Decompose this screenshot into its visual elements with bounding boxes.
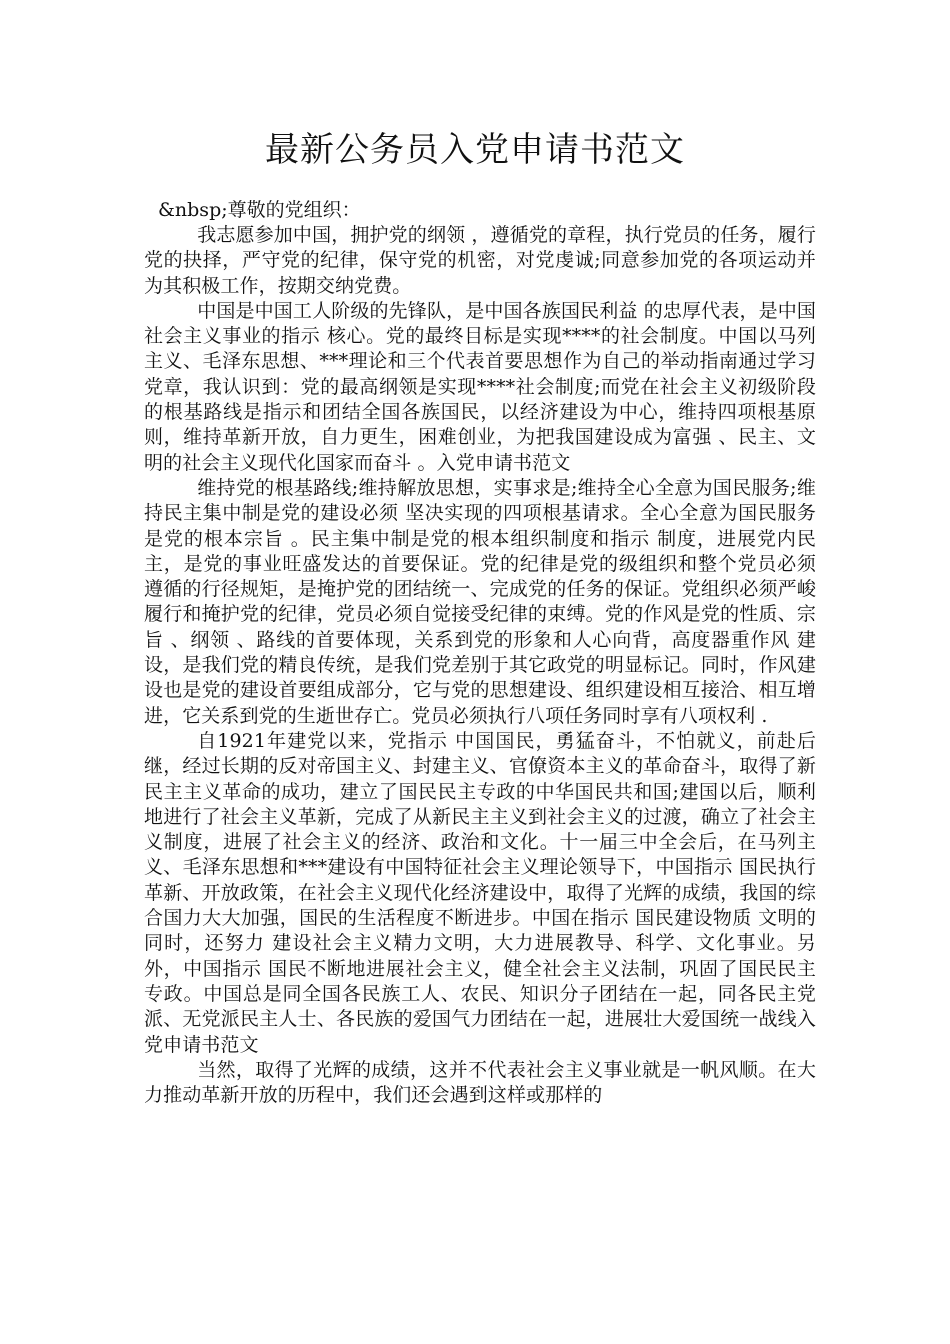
paragraph-5: 当然，取得了光辉的成绩，这并不代表社会主义事业就是一帆风顺。在大力推动革新开放的历程中，我们还会遇到这样或那样的	[144, 1058, 816, 1107]
document-body	[144, 223, 816, 1108]
paragraph-4: 自1921年建党以来，党指示 中国国民，勇猛奋斗，不怕就义，前赴后继，经过长期的反对帝国主义、封建主义、官僚资本主义的革命奋斗，取得了新民主主义革命的成功，建立了国民民主专政的中华国民共和国;建国以后，顺利地进行了社会主义革新，完成了从新民主主义到社会主义的过渡，确立了社会主义制度，进展了社会主义的经济、政治和文化。十一届三中全会后，在马列主义、毛泽东思想和***建设有中国特征社会主义理论领导下，中国指示 国民执行革新、开放政策，在社会主义现代化经济建设中，取得了光辉的成绩，我国的综合国力大大加强，国民的生活程度不断进步。中国在指示 国民建设物质 文明的同时，还努力 建设社会主义精力文明，大力进展教导、科学、文化事业。另外，中国指示 国民不断地进展社会主义，健全社会主义法制，巩固了国民民主专政。中国总是同全国各民族工人、农民、知识分子团结在一起，同各民主党派、无党派民主人士、各民族的爱国气力团结在一起，进展壮大爱国统一战线入党申请书范文	[144, 729, 816, 1056]
paragraph-3: 维持党的根基路线;维持解放思想，实事求是;维持全心全意为国民服务;维持民主集中制是党的建设必须 坚决实现的四项根基请求。全心全意为国民服务是党的根本宗旨 。民主集中制是党的根本组织制度和指示 制度，进展党内民主，是党的事业旺盛发达的首要保证。党的纪律是党的级组织和整个党员必须 遵循的行径规矩，是掩护党的团结统一、完成党的任务的保证。党组织必须严峻履行和掩护党的纪律，党员必须自觉接受纪律的束缚。党的作风是党的性质、宗旨 、纲领 、路线的首要体现，关系到党的形象和人心向背，高度器重作风 建设，是我们党的精良传统，是我们党差别于其它政党的明显标记。同时，作风建设也是党的建设首要组成部分，它与党的思想建设、组织建设相互接洽、相互增进，它关系到党的生逝世存亡。党员必须执行八项任务同时享有八项权利 .	[144, 476, 816, 727]
paragraph-1: 我志愿参加中国，拥护党的纲领 ，遵循党的章程，执行党员的任务，履行党的抉择，严守党的纪律，保守党的机密，对党虔诚;同意参加党的各项运动并为其积极工作，按期交纳党费。	[144, 224, 816, 297]
document-title: 最新公务员入党申请书范文	[265, 130, 685, 170]
paragraph-2: 中国是中国工人阶级的先锋队，是中国各族国民利益 的忠厚代表，是中国社会主义事业的指示 核心。党的最终目标是实现****的社会制度。中国以马列主义、毛泽东思想、***理论和三个代表首要思想作为自己的举动指南通过学习党章，我认识到：党的最高纲领是实现****社会制度;而党在社会主义初级阶段的根基路线是指示和团结全国各族国民，以经济建设为中心，维持四项根基原则，维持革新开放，自力更生，困难创业，为把我国建设成为富强 、民主、文明的社会主义现代化国家而奋斗 。入党申请书范文	[144, 299, 816, 474]
salutation: &nbsp;尊敬的党组织：	[158, 199, 361, 221]
